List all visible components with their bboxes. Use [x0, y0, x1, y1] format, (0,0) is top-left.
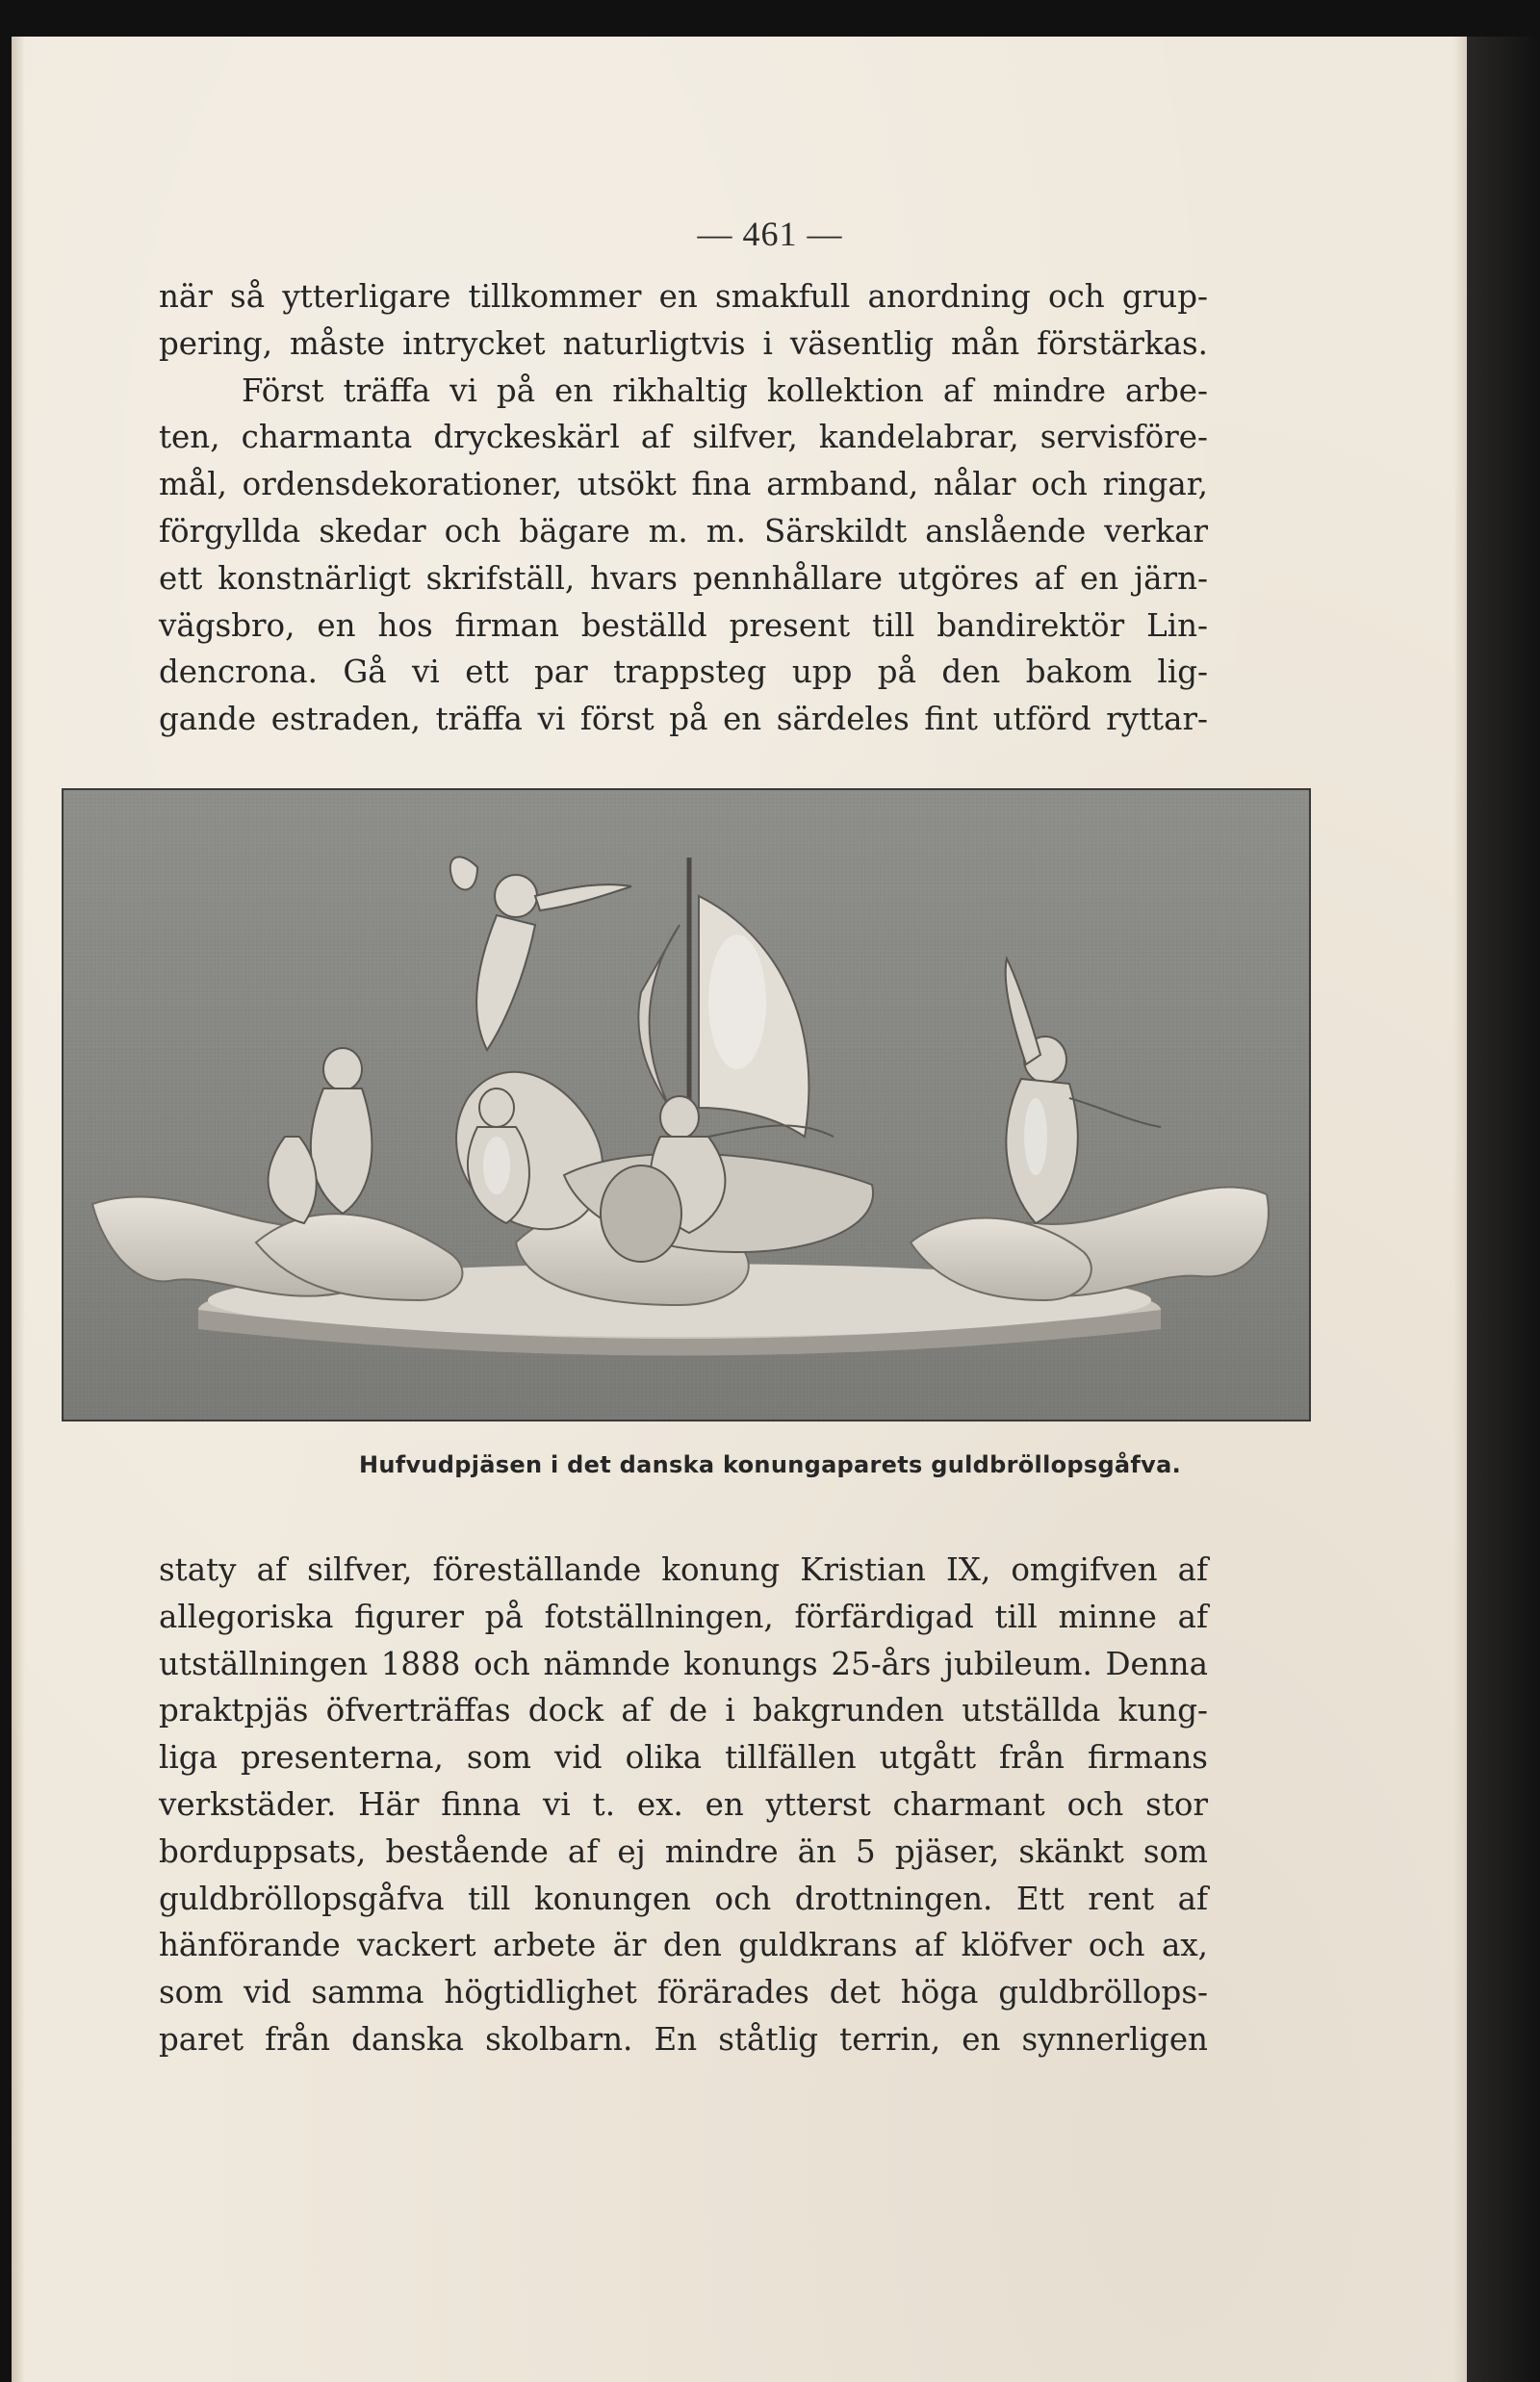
text-line: praktpjäs öfverträffas dock af de i bakgrunden utställda kung- [159, 1692, 1208, 1729]
text-line: vägsbro, en hos firman beställd present till bandirektör Lin- [159, 606, 1208, 644]
scan-dark-margin [1467, 37, 1540, 2382]
text-line: gande estraden, träffa vi först på en särdeles fint utförd ryttar- [159, 701, 1208, 738]
text-line: som vid samma högtidlighet förärades det höga guldbröllops- [159, 1974, 1208, 2011]
text-line: Först träffa vi på en rikhaltig kollektion af mindre arbe- [242, 371, 1208, 409]
text-line: när så ytterligare tillkommer en smakfull anordning och grup- [159, 278, 1208, 315]
page-shadow-left [12, 37, 25, 2382]
silver-centerpiece-photo-icon [64, 790, 1309, 1420]
text-line: dencrona. Gå vi ett par trappsteg upp på den bakom lig- [159, 653, 1208, 691]
text-line: förgyllda skedar och bägare m. m. Särskildt anslående verkar [159, 512, 1208, 550]
figure-photo [62, 788, 1311, 1422]
text-line: allegoriska figurer på fotställningen, förfärdigad till minne af [159, 1598, 1208, 1635]
text-line: utställningen 1888 och nämnde konungs 25-års jubileum. Denna [159, 1645, 1208, 1682]
figure-caption: Hufvudpjäsen i det danska konungaparets guldbröllopsgåfva. [358, 1451, 1182, 1478]
text-line: liga presenterna, som vid olika tillfällen utgått från firmans [159, 1739, 1208, 1777]
text-line: staty af silfver, föreställande konung Kristian IX, omgifven af [159, 1551, 1208, 1588]
text-line: pering, måste intrycket naturligtvis i väsentlig mån förstärkas. [159, 324, 1208, 362]
text-line: mål, ordensdekorationer, utsökt fina armband, nålar och ringar, [159, 466, 1208, 503]
text-line: ett konstnärligt skrifställ, hvars pennhållare utgöres af en järn- [159, 559, 1208, 597]
text-line: hänförande vackert arbete är den guldkrans af klöfver och ax, [159, 1927, 1208, 1964]
text-line: verkstäder. Här finna vi t. ex. en ytterst charmant och stor [159, 1785, 1208, 1823]
text-line: guldbröllopsgåfva till konungen och drottningen. Ett rent af [159, 1880, 1208, 1917]
bottom-paragraph [159, 1547, 1208, 2063]
page-shadow-right [1453, 37, 1467, 2382]
text-line: borduppsats, bestående af ej mindre än 5 pjäser, skänkt som [159, 1832, 1208, 1870]
top-paragraph [159, 273, 1208, 743]
page-number: — 461 — [697, 215, 843, 253]
text-line: ten, charmanta dryckeskärl af silfver, kandelabrar, servisföre- [159, 419, 1208, 456]
text-line: paret från danska skolbarn. En ståtlig terrin, en synnerligen [159, 2020, 1208, 2058]
